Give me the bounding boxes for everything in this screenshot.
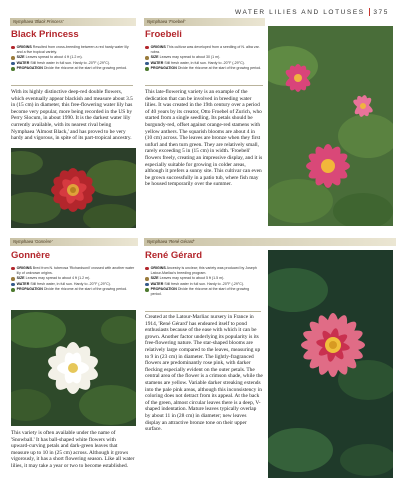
size-icon — [145, 56, 149, 60]
fact-water: WATER Still fresh water in full sun. Hardy to -20°F (-29°C). — [11, 61, 133, 66]
water-icon — [11, 62, 15, 66]
species-tag: Nymphaea 'René Gérard' — [144, 238, 396, 246]
propagation-icon — [11, 288, 15, 292]
fact-list — [11, 45, 133, 72]
fact-size: SIZE Leaves may spread to about 4 ft (1.2 m). — [11, 276, 135, 281]
fact-propagation: PROPAGATION Divide the rhizome at the start of the growing period. — [11, 66, 133, 71]
water-icon — [145, 62, 149, 66]
species-tag: Nymphaea 'Gonnère' — [10, 238, 138, 246]
origins-icon — [145, 46, 149, 50]
rene-gerard-photo — [268, 250, 393, 478]
divider — [145, 311, 261, 312]
fact-size: SIZE Leaves may spread to about 5 ft (1.5 m). — [145, 276, 261, 281]
fact-propagation: PROPAGATION Divide the rhizome at the start of the growing period. — [145, 66, 263, 71]
entry-body: This late-flowering variety is an example of the dedication that can be involved in breeding water lilies. It was created in the 19th century over a period of 40 years by its creator, Otto Froebel of Zurich, who started from a single seedling. Its petals should be burgundy-red, offset against orange-red stamens with yellow anthers. The squarish blooms are about 4 in (10 cm) across. The leaves are bronze when they first unfurl and then turn green. They are relatively small, rarely exceeding 5 in (15 cm) in width. 'Froebeli' flowers freely, creating an impressive display, and it is especially suitable for growing in colder areas, although it prefers a sunny site. This cultivar can even be grown successfully in a patio tub, where fish may be housed temporarily over the summer. — [145, 89, 263, 188]
fact-propagation: PROPAGATION Divide the rhizome at the start of the growing period. — [11, 287, 135, 292]
water-icon — [11, 283, 15, 287]
entry-body: With its highly distinctive deep-red double flowers, which eventually appear blackish and measure about 3.5 in (15 cm) in diameter, this free-flowering water lily has become very popular, more being recorded in the US by Perry Slocum, in about 1990. It is the darkest water lily currently available, with its nearest rival being Nymphaea 'Almost Black,' and has proved to be very hardy and vigorous, in spite of its part-tropical ancestry. — [11, 89, 133, 142]
origins-icon — [145, 267, 149, 271]
gonnere-photo — [11, 310, 136, 426]
fact-water: WATER Still fresh water, in full sun. Hardy to -20°F (-29°C). — [145, 61, 263, 66]
size-icon — [11, 56, 15, 60]
origins-icon — [11, 267, 15, 271]
fact-water: WATER Still fresh water, in full sun. Hardy to -20°F (-29°C). — [11, 282, 135, 287]
fact-list — [11, 266, 135, 293]
divider — [11, 85, 133, 86]
entry-title: René Gérard — [145, 250, 203, 261]
black-princess-photo — [11, 148, 136, 228]
propagation-icon — [11, 67, 15, 71]
water-icon — [145, 283, 149, 287]
running-header — [235, 8, 389, 16]
page-number: 375 — [373, 8, 389, 16]
entry-body: Created at the Latour-Marliac nursery in France in 1914, 'René Gérard' has endeared itself to pond enthusiasts because of the ease with which it can be grown. Another factor underlying its popularity is its free-flowering nature. The star-shaped blooms are relatively large compared to the leaves, measuring up to 9 in (23 cm) in diameter. The lightly-fragranced flowers are predominantly rose pink, with darker flecking especially evident on the outer petals. The central area of the flower is a crimson shade, while the stamens are yellow. Variable darker streaking extends into the pale pink areas, although this inconsistency in coloring does not detract from its appeal. At the back of the green, almost circular leaves there is a deep, V-shaped indentation. Mature leaves typically overlap by about 11 in (28 cm) in diameter; new leaves display an attractive bronze tone on their upper surface. — [145, 314, 263, 433]
propagation-icon — [145, 67, 149, 71]
header-divider — [369, 8, 370, 16]
propagation-icon — [145, 288, 149, 292]
fact-size: SIZE Leaves may spread to about 30 (1 m). — [145, 55, 263, 60]
froebeli-photo — [268, 26, 393, 226]
fact-size: SIZE Leaves spread to about 4 ft (1.2 m). — [11, 55, 133, 60]
entry-title: Gonnère — [11, 250, 51, 261]
chapter-title: WATER LILIES AND LOTUSES — [234, 8, 365, 16]
fact-origins: ORIGINS Ancestry is unclear; this variety was produced by Joseph Latour-Marliac's breeding program. — [145, 266, 261, 276]
entry-title: Froebeli — [145, 29, 182, 40]
fact-water: WATER Still fresh water in full sun. Hardy to -20°F (-29°C). — [145, 282, 261, 287]
species-tag: Nymphaea 'Black Princess' — [10, 18, 136, 26]
species-tag: Nymphaea 'Froebeli' — [144, 18, 265, 26]
fact-origins: ORIGINS Bred from N. tuberosa 'Richardsonii' crossed with another water lily of unknown origins. — [11, 266, 135, 276]
entry-title: Black Princess — [11, 29, 79, 40]
size-icon — [11, 277, 15, 281]
fact-propagation: PROPAGATION Divide the rhizome at the start of the growing period. — [145, 287, 261, 297]
fact-origins: ORIGINS Resulted from cross-breeding between a red hardy water lily and a five tropical variety. — [11, 45, 133, 55]
fact-list — [145, 45, 263, 72]
origins-icon — [11, 46, 15, 50]
fact-list — [145, 266, 261, 298]
divider — [145, 85, 263, 86]
entry-body: This variety is often available under the name of 'Snowball.' It has ball-shaped white flowers with upward-curving petals and dark-green leaves that measure up to 10 in (25 cm) across. Although it grows vigorously, it has a short flowering season. Like all water lilies, it may take a year or two to become established. — [11, 430, 135, 469]
fact-origins: ORIGINS This cultivar was developed from a seedling of N. alba var. rubra. — [145, 45, 263, 55]
size-icon — [145, 277, 149, 281]
